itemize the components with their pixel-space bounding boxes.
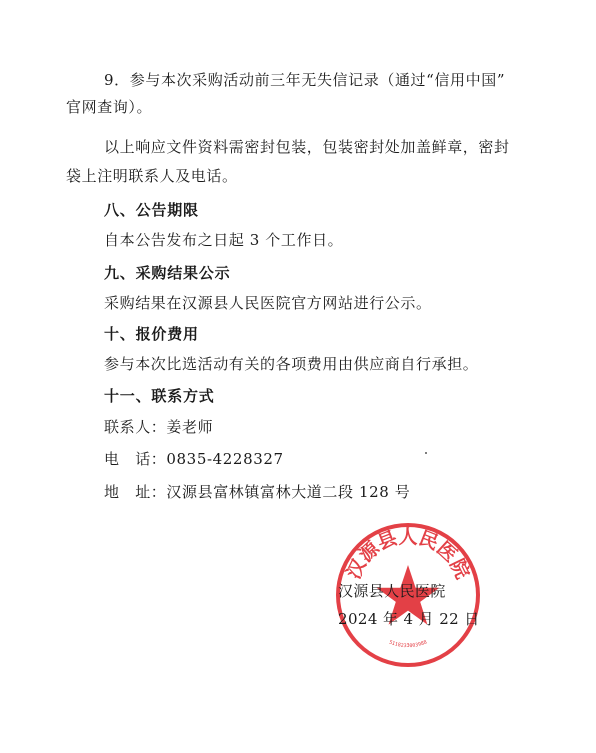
- contact-person: 联系人：姜老师: [104, 418, 214, 436]
- item-9-line-2: 官网查询）。: [66, 98, 153, 116]
- section-10-text: 参与本次比选活动有关的各项费用由供应商自行承担。: [104, 355, 479, 373]
- svg-text:5118233003988: [388, 639, 428, 649]
- contact-address: 地 址：汉源县富林镇富林大道二段 128 号: [104, 483, 411, 501]
- seal-text: 汉源县人民医院: [342, 525, 474, 583]
- sealing-note-line-2: 袋上注明联系人及电话。: [66, 167, 238, 185]
- section-9-text: 采购结果在汉源县人民医院官方网站进行公示。: [104, 294, 432, 312]
- section-11-heading: 十一、联系方式: [104, 387, 215, 405]
- section-8-text: 自本公告发布之日起 3 个工作日。: [104, 231, 344, 249]
- seal-serial: 5118233003988: [388, 639, 428, 650]
- item-9-line-1: 9．参与本次采购活动前三年无失信记录（通过“信用中国”: [104, 71, 506, 89]
- signature-date: 2024 年 4 月 22 日: [338, 610, 480, 628]
- section-8-heading: 八、公告期限: [104, 201, 199, 219]
- section-10-heading: 十、报价费用: [104, 325, 199, 343]
- section-9-heading: 九、采购结果公示: [104, 264, 231, 282]
- signature-org: 汉源县人民医院: [338, 582, 446, 600]
- scan-speck: [425, 452, 427, 454]
- sealing-note-line-1: 以上响应文件资料需密封包装，包装密封处加盖鲜章，密封: [104, 138, 510, 156]
- contact-phone: 电 话：0835-4228327: [104, 450, 284, 468]
